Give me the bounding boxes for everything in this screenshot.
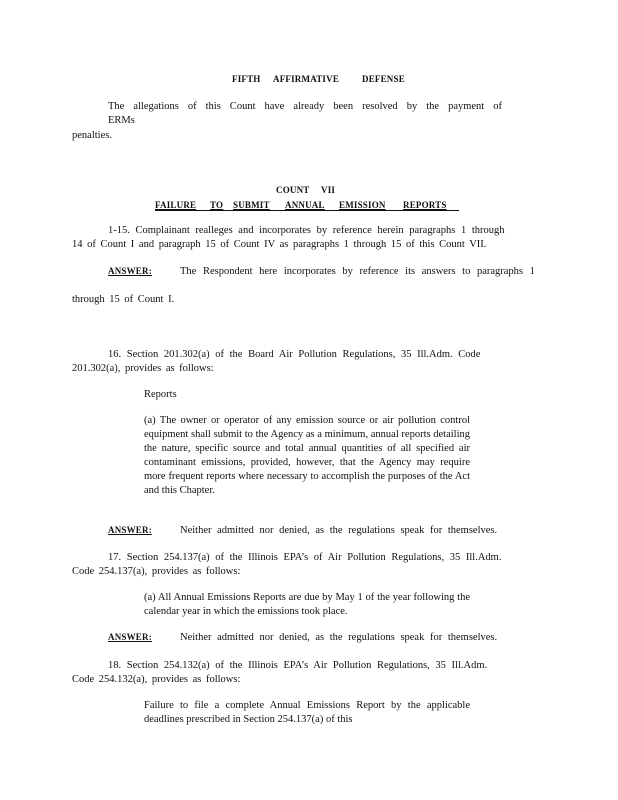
count-vii-title-5: EMISSION [339, 200, 386, 210]
para16-quote-title: Reports [144, 389, 177, 400]
answer-text-line2: through 15 of Count I. [72, 294, 175, 305]
para18-quote: Failure to file a complete Annual Emissions Report by the applicable deadlines prescribed in Section 254.137(a) of this [144, 700, 470, 725]
para17-line2: Code 254.137(a), provides as follows: [72, 566, 241, 577]
para16-line1: 16. Section 201.302(a) of the Board Air Pollution Regulations, 35 Ill.Adm. Code [108, 349, 481, 360]
count-vii-title-4: ANNUAL [285, 200, 325, 210]
para16-answer-label: ANSWER: [108, 525, 152, 535]
count-vii-title-3: SUBMIT [233, 200, 270, 210]
para17-quote: (a) All Annual Emissions Reports are due by May 1 of the year following the calendar year in which the emissions took place. [144, 592, 470, 617]
para16-answer-text: Neither admitted nor denied, as the regulations speak for themselves. [180, 525, 498, 536]
count-vii-title-1: FAILURE [155, 200, 197, 210]
fifth-defense-heading-3: DEFENSE [362, 74, 405, 84]
count-vii-p1-line2: 14 of Count I and paragraph 15 of Count IV as paragraphs 1 through 15 of this Count VII. [72, 239, 487, 250]
para16-line2: 201.302(a), provides as follows: [72, 363, 214, 374]
count-vii-label: COUNT [276, 185, 310, 195]
para17-line1: 17. Section 254.137(a) of the Illinois EPA’s of Air Pollution Regulations, 35 Ill.Adm. [108, 552, 502, 563]
answer-label: ANSWER: [108, 266, 152, 276]
fifth-defense-text-line2: penalties. [72, 130, 112, 141]
fifth-defense-text-line1: The allegations of this Count have already been resolved by the payment of ERMs [108, 101, 502, 126]
count-vii-number: VII [321, 185, 336, 195]
para17-answer-label: ANSWER: [108, 632, 152, 642]
para16-quote: (a) The owner or operator of any emission source or air pollution control equipment shall submit to the Agency as a minimum, annual reports detailing the nature, specific source and total annual quantities of all specified air contaminant emissions, provided, however, that the Agency may require more frequent reports where necessary to accomplish the purposes of the Act and this Chapter. [144, 415, 470, 496]
count-vii-title-2: TO [210, 200, 224, 210]
answer-text-line1: The Respondent here incorporates by reference its answers to paragraphs 1 [180, 266, 535, 277]
count-vii-title-6: REPORTS [403, 200, 447, 210]
fifth-defense-heading-1: FIFTH [232, 74, 261, 84]
para17-answer-text: Neither admitted nor denied, as the regulations speak for themselves. [180, 632, 498, 643]
para18-line1: 18. Section 254.132(a) of the Illinois EPA’s Air Pollution Regulations, 35 Ill.Adm. [108, 660, 488, 671]
fifth-defense-heading-2: AFFIRMATIVE [273, 74, 340, 84]
count-vii-p1-line1: 1-15. Complainant realleges and incorporates by reference herein paragraphs 1 through [108, 225, 505, 236]
para18-line2: Code 254.132(a), provides as follows: [72, 674, 241, 685]
count-vii-title-underline [155, 210, 459, 211]
